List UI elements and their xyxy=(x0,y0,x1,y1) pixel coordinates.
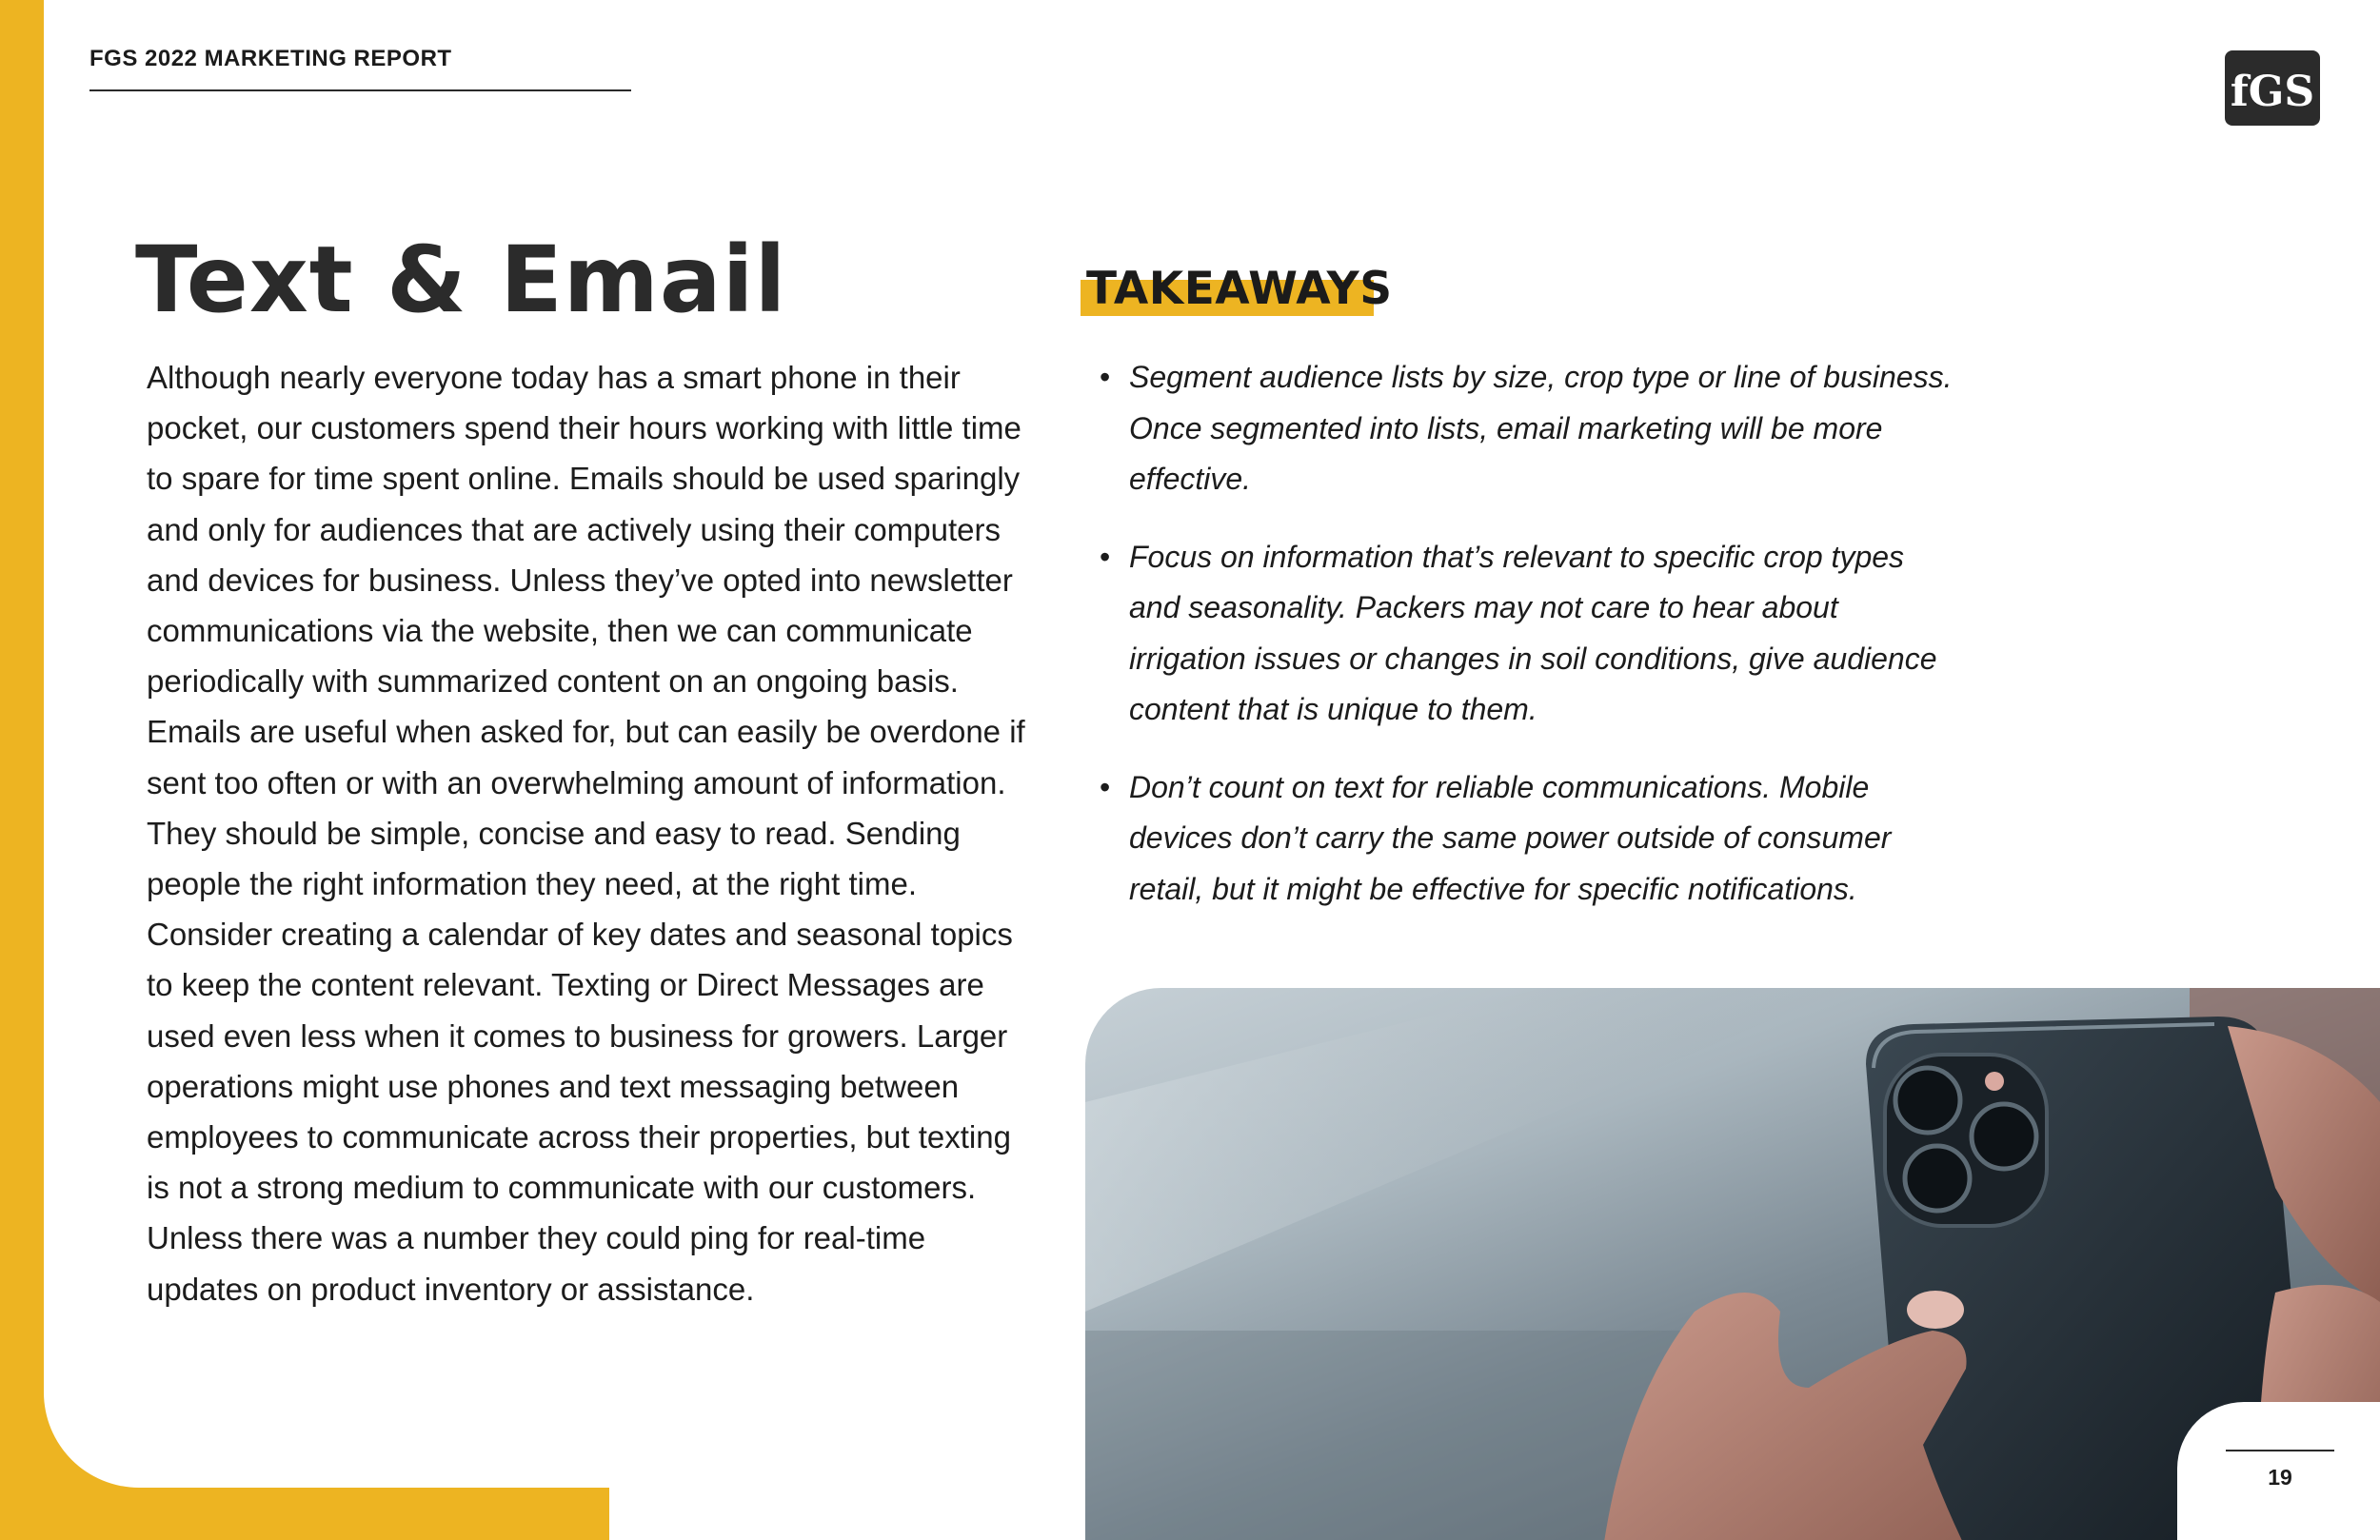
logo-text: fGS xyxy=(2230,68,2315,116)
fgs-logo xyxy=(2225,50,2320,126)
bullet-icon: • xyxy=(1100,360,1111,394)
takeaway-item xyxy=(1100,532,1956,736)
takeaways-list xyxy=(1100,352,1956,941)
takeaway-text: Don’t count on text for reliable communications. Mobile devices don’t carry the same power outside of consumer retail, but it might be effective for specific notifications. xyxy=(1129,769,1892,906)
page-number-divider xyxy=(2226,1450,2334,1451)
yellow-bottom-accent xyxy=(0,1488,609,1540)
page-title: Text & Email xyxy=(135,227,787,333)
fgs-logo-icon xyxy=(2225,50,2320,126)
takeaway-text: Focus on information that’s relevant to specific crop types and seasonality. Packers may not care to hear about irrigation issues or changes in soil conditions, give audience content that is unique to them. xyxy=(1129,539,1937,726)
page-number: 19 xyxy=(2268,1465,2292,1490)
takeaway-text: Segment audience lists by size, crop type or line of business. Once segmented into lists, email marketing will be more effective. xyxy=(1129,360,1953,496)
takeaways-label: TAKEAWAYS xyxy=(1086,263,1393,315)
report-header-title: FGS 2022 MARKETING REPORT xyxy=(89,46,452,71)
body-paragraph: Although nearly everyone today has a smart phone in their pocket, our customers spend their hours working with little time to spare for time spent online. Emails should be used sparingly and only for audiences that are actively using their computers and devices for business. Unless they’ve opted into newsletter communications via the website, then we can communicate periodically with summarized content on an ongoing basis. Emails are useful when asked for, but can easily be overdone if sent too often or with an overwhelming amount of information. They should be simple, concise and easy to read. Sending people the right information they need, at the right time. Consider creating a calendar of key dates and seasonal topics to keep the content relevant. Texting or Direct Messages are used even less when it comes to business for growers. Larger operations might use phones and text messaging between employees to communicate across their properties, but texting is not a strong medium to communicate with our customers. Unless there was a number they could ping for real-time updates on product inventory or assistance. xyxy=(147,360,1025,1307)
takeaways-heading xyxy=(1081,259,1393,320)
bullet-icon: • xyxy=(1100,539,1111,574)
takeaway-item xyxy=(1100,352,1956,505)
header-divider xyxy=(89,89,631,91)
takeaway-item xyxy=(1100,762,1956,916)
bullet-icon: • xyxy=(1100,769,1111,804)
